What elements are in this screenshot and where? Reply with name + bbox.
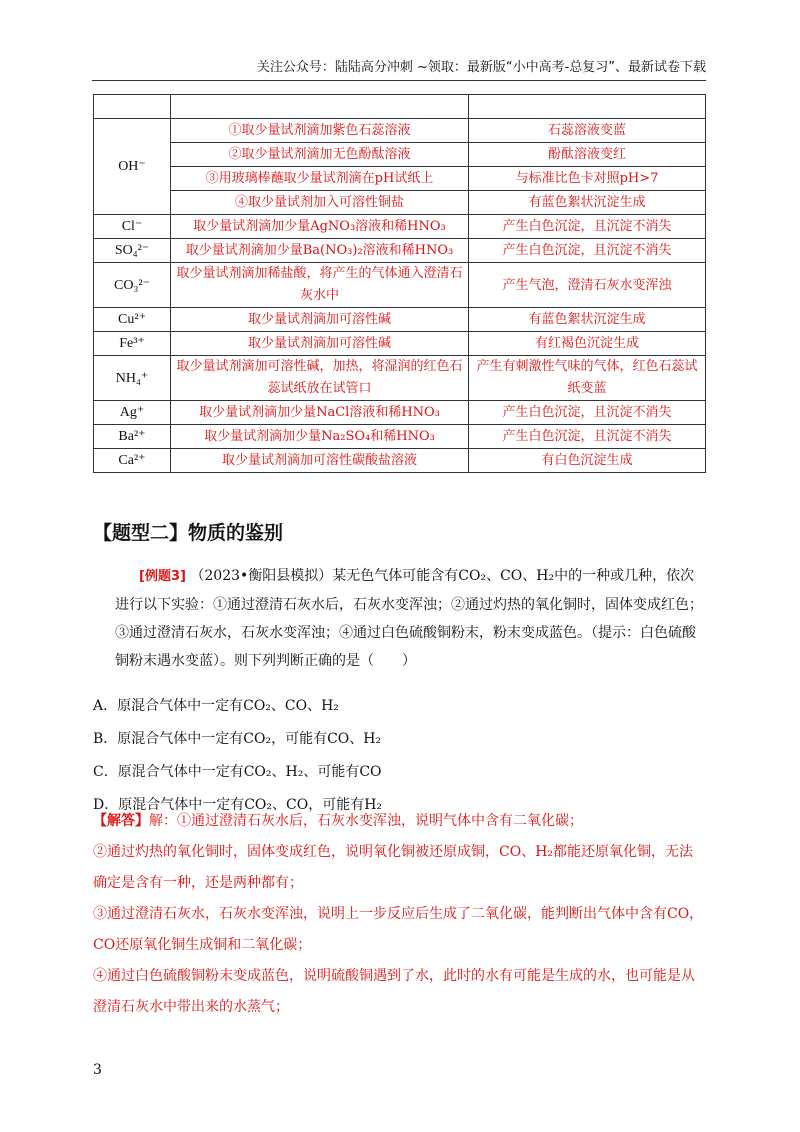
result-cell: 石蕊溶液变蓝 <box>469 119 706 143</box>
table-row <box>94 263 706 308</box>
result-cell: 有蓝色絮状沉淀生成 <box>469 191 706 215</box>
result-cell: 产生白色沉淀，且沉淀不消失 <box>469 215 706 239</box>
method-cell: 取少量试剂滴加少量AgNO₃溶液和稀HNO₃ <box>171 215 469 239</box>
option-a: A．原混合气体中一定有CO₂、CO、H₂ <box>93 698 339 714</box>
result-cell <box>469 95 706 119</box>
section-title: 【题型二】物质的鉴别 <box>93 522 284 544</box>
table-row <box>94 143 706 167</box>
result-cell: 产生有刺激性气味的气体，红色石蕊试纸变蓝 <box>469 356 706 401</box>
table-row <box>94 95 706 119</box>
table-row <box>94 425 706 449</box>
ion-cell: Cl⁻ <box>94 215 171 239</box>
method-cell <box>171 95 469 119</box>
option-c: C．原混合气体中一定有CO₂、H₂、可能有CO <box>93 764 382 780</box>
ion-cell: Ba²⁺ <box>94 425 171 449</box>
result-cell: 酚酞溶液变红 <box>469 143 706 167</box>
method-cell: ②取少量试剂滴加无色酚酞溶液 <box>171 143 469 167</box>
table-row <box>94 191 706 215</box>
result-cell: 有蓝色絮状沉淀生成 <box>469 308 706 332</box>
ion-cell <box>94 95 171 119</box>
method-cell: 取少量试剂滴加少量Na₂SO₄和稀HNO₃ <box>171 425 469 449</box>
ion-cell: Fe³⁺ <box>94 332 171 356</box>
solution <box>93 806 705 1023</box>
result-cell: 有白色沉淀生成 <box>469 449 706 473</box>
method-cell: ①取少量试剂滴加紫色石蕊溶液 <box>171 119 469 143</box>
method-cell: 取少量试剂滴加少量Ba(NO₃)₂溶液和稀HNO₃ <box>171 239 469 263</box>
option-b: B．原混合气体中一定有CO₂，可能有CO、H₂ <box>93 731 382 747</box>
method-cell: ③用玻璃棒蘸取少量试剂滴在pH试纸上 <box>171 167 469 191</box>
table-row <box>94 356 706 401</box>
ion-cell: OH⁻ <box>94 119 171 215</box>
method-cell: 取少量试剂滴加可溶性碳酸盐溶液 <box>171 449 469 473</box>
result-cell: 产生白色沉淀，且沉淀不消失 <box>469 401 706 425</box>
table-row <box>94 119 706 143</box>
result-cell: 产生气泡，澄清石灰水变浑浊 <box>469 263 706 308</box>
result-cell: 与标准比色卡对照pH>7 <box>469 167 706 191</box>
table-row <box>94 239 706 263</box>
result-cell: 产生白色沉淀，且沉淀不消失 <box>469 239 706 263</box>
method-cell: 取少量试剂滴加可溶性碱 <box>171 308 469 332</box>
page-number: 3 <box>93 1062 102 1078</box>
table-row <box>94 167 706 191</box>
table-row <box>94 215 706 239</box>
table-row <box>94 449 706 473</box>
ion-cell: Ag⁺ <box>94 401 171 425</box>
ion-cell: SO₄²⁻ <box>94 239 171 263</box>
answer-options <box>93 690 705 822</box>
result-cell: 产生白色沉淀，且沉淀不消失 <box>469 425 706 449</box>
method-cell: 取少量试剂滴加可溶性碱，加热，将湿润的红色石蕊试纸放在试管口 <box>171 356 469 401</box>
method-cell: 取少量试剂滴加少量NaCl溶液和稀HNO₃ <box>171 401 469 425</box>
solution-line: ③通过澄清石灰水，石灰水变浑浊，说明上一步反应后生成了二氧化碳，能判断出气体中含有CO，CO还原氧化铜生成铜和二氧化碳； <box>93 906 704 953</box>
solution-line: ②通过灼热的氧化铜时，固体变成红色，说明氧化铜被还原成铜，CO、H₂都能还原氧化铜，无法确定是含有一种，还是两种都有； <box>93 844 694 891</box>
method-cell: 取少量试剂滴加稀盐酸，将产生的气体通入澄清石灰水中 <box>171 263 469 308</box>
result-cell: 有红褐色沉淀生成 <box>469 332 706 356</box>
table-row <box>94 332 706 356</box>
ion-test-table <box>93 94 706 473</box>
solution-line: 解：①通过澄清石灰水后，石灰水变浑浊，说明气体中含有二氧化碳； <box>149 813 583 829</box>
header-rule <box>92 80 706 81</box>
problem-text: （2023•衡阳县模拟）某无色气体可能含有CO₂、CO、H₂中的一种或几种，依次进行以下实验：①通过澄清石灰水后，石灰水变浑浊；②通过灼热的氧化铜时，固体变成红色；③通过澄清石灰水，石灰水变浑浊；④通过白色硫酸铜粉末，粉末变成蓝色。（提示：白色硫酸铜粉末遇水变蓝）。则下列判断正确的是（ ） <box>115 568 703 669</box>
solution-line: ④通过白色硫酸铜粉末变成蓝色，说明硫酸铜遇到了水，此时的水有可能是生成的水，也可能是从澄清石灰水中带出来的水蒸气； <box>93 968 695 1015</box>
option-d: D．原混合气体中一定有CO₂、CO，可能有H₂ <box>93 797 383 813</box>
ion-cell: CO₃²⁻ <box>94 263 171 308</box>
ion-cell: NH₄⁺ <box>94 356 171 401</box>
table-row <box>94 308 706 332</box>
method-cell: 取少量试剂滴加可溶性碱 <box>171 332 469 356</box>
solution-label: 【解答】 <box>93 813 149 829</box>
table-row <box>94 401 706 425</box>
example-tag: [例题3] <box>139 569 186 584</box>
problem-stem <box>93 562 705 675</box>
page-header: 关注公众号：陆陆高分冲刺 ~领取：最新版“小中高考-总复习”、最新试卷下载 <box>256 60 706 75</box>
ion-cell: Cu²⁺ <box>94 308 171 332</box>
ion-cell: Ca²⁺ <box>94 449 171 473</box>
method-cell: ④取少量试剂加入可溶性铜盐 <box>171 191 469 215</box>
